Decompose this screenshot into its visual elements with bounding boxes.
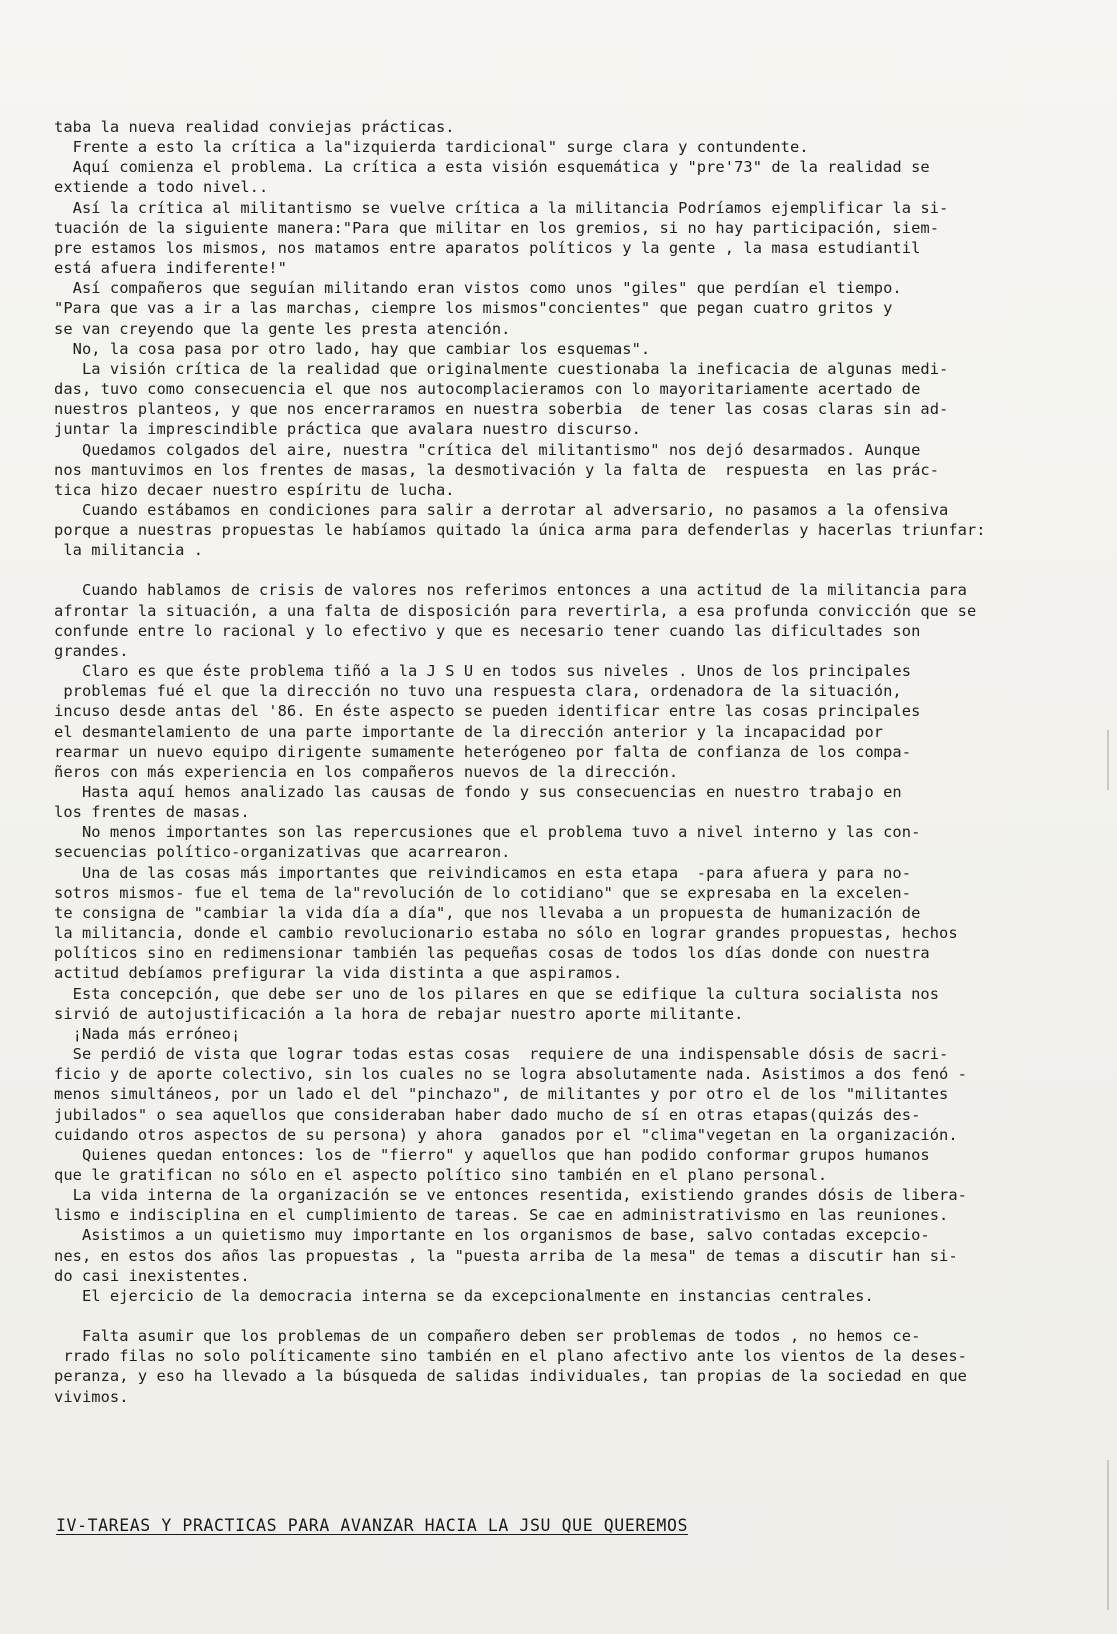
text-line: do casi inexistentes.	[54, 1266, 250, 1285]
text-line: das, tuvo como consecuencia el que nos autocomplacieramos con lo mayoritariamente acertado de	[54, 380, 921, 399]
text-line: lismo e indisciplina en el cumplimiento de tareas. Se cae en administrativismo en las reuniones.	[54, 1206, 949, 1225]
text-line: el desmantelamiento de una parte importante de la dirección anterior y la incapacidad por	[54, 722, 884, 741]
text-line: te consigna de "cambiar la vida día a día", que nos llevaba a un propuesta de humanización de	[54, 903, 921, 922]
text-line: Cuando hablamos de crisis de valores nos referimos entonces a una actitud de la militancia para	[54, 581, 967, 600]
text-line: nuestros planteos, y que nos encerraramos en nuestra soberbia de tener las cosas claras sin ad-	[54, 400, 949, 419]
blank-line	[54, 560, 1054, 580]
text-line: la militancia, donde el cambio revolucionario estaba no sólo en lograr grandes propuestas, hechos	[54, 924, 958, 943]
text-line: vivimos.	[54, 1387, 129, 1406]
text-line: ficio y de aporte colectivo, sin los cuales no se logra absolutamente nada. Asistimos a dos fenó -	[54, 1065, 967, 1084]
text-line: Quedamos colgados del aire, nuestra "crítica del militantismo" nos dejó desarmados. Aunque	[54, 440, 921, 459]
text-line: taba la nueva realidad conviejas prácticas.	[54, 118, 455, 136]
blank-line	[54, 1306, 1054, 1326]
text-line: rrado filas no solo políticamente sino también en el plano afectivo ante los vientos de la deses-	[54, 1347, 967, 1366]
text-line: Claro es que éste problema tiñó a la J S U en todos sus niveles . Unos de los principales	[54, 662, 912, 681]
text-line: pre estamos los mismos, nos matamos entre aparatos políticos y la gente , la masa estudiantil	[54, 238, 921, 257]
text-line: No, la cosa pasa por otro lado, hay que cambiar los esquemas".	[54, 339, 651, 358]
text-line: Frente a esto la crítica a la"izquierda tardicional" surge clara y contundente.	[54, 138, 809, 157]
section-heading: IV-TAREAS Y PRACTICAS PARA AVANZAR HACIA LA JSU QUE QUEREMOS	[56, 1516, 689, 1535]
text-line: grandes.	[54, 641, 129, 660]
scan-edge-mark	[1107, 730, 1109, 790]
text-line: Así la crítica al militantismo se vuelve crítica a la militancia Podríamos ejemplificar la si-	[54, 198, 949, 217]
text-line: Quienes quedan entonces: los de "fierro" y aquellos que han podido conformar grupos humanos	[54, 1145, 930, 1164]
text-line: La visión crítica de la realidad que originalmente cuestionaba la ineficacia de algunas medi-	[54, 359, 949, 378]
text-line: políticos sino en redimensionar también las pequeñas cosas de todos los días donde con nuestra	[54, 944, 930, 963]
text-line: tica hizo decaer nuestro espíritu de lucha.	[54, 480, 455, 499]
text-line: Esta concepción, que debe ser uno de los pilares en que se edifique la cultura socialista nos	[54, 984, 940, 1003]
text-line: tuación de la siguiente manera:"Para que militar en los gremios, si no hay participación, siem-	[54, 218, 940, 237]
text-line: El ejercicio de la democracia interna se da excepcionalmente en instancias centrales.	[54, 1286, 874, 1305]
text-line: actitud debíamos prefigurar la vida distinta a que aspiramos.	[54, 964, 623, 983]
body-text	[54, 117, 1054, 1407]
text-line: No menos importantes son las repercusiones que el problema tuvo a nivel interno y las con-	[54, 823, 921, 842]
text-line: peranza, y eso ha llevado a la búsqueda de salidas individuales, tan propias de la sociedad en que	[54, 1367, 967, 1386]
text-line: Así compañeros que seguían militando eran vistos como unos "giles" que perdían el tiempo.	[54, 279, 902, 298]
text-line: se van creyendo que la gente les presta atención.	[54, 319, 511, 338]
text-line: Se perdió de vista que lograr todas estas cosas requiere de una indispensable dósis de sacri-	[54, 1045, 949, 1064]
text-line: problemas fué el que la dirección no tuvo una respuesta clara, ordenadora de la situación,	[54, 682, 902, 701]
text-line: Falta asumir que los problemas de un compañero deben ser problemas de todos , no hemos ce-	[54, 1327, 921, 1346]
text-line: Hasta aquí hemos analizado las causas de fondo y sus consecuencias en nuestro trabajo en	[54, 783, 902, 801]
text-line: Cuando estábamos en condiciones para salir a derrotar al adversario, no pasamos a la ofensiva	[54, 500, 949, 519]
text-line: sirvió de autojustificación a la hora de rebajar nuestro aporte militante.	[54, 1004, 744, 1023]
text-line: afrontar la situación, a una falta de disposición para revertirla, a esa profunda convicción que se	[54, 601, 977, 620]
text-line: ¡Nada más erróneo¡	[54, 1024, 241, 1043]
text-line: rearmar un nuevo equipo dirigente sumamente heterógeneo por falta de confianza de los compa-	[54, 742, 912, 761]
text-line: nos mantuvimos en los frentes de masas, la desmotivación y la falta de respuesta en las prác-	[54, 460, 940, 479]
text-line: los frentes de masas.	[54, 803, 250, 822]
text-line: "Para que vas a ir a las marchas, ciempre los mismos"concientes" que pegan cuatro gritos y	[54, 299, 893, 318]
text-line: está afuera indiferente!"	[54, 259, 287, 278]
text-line: La vida interna de la organización se ve entonces resentida, existiendo grandes dósis de libera-	[54, 1186, 967, 1205]
text-line: porque a nuestras propuestas le habíamos quitado la única arma para defenderlas y hacerlas triunfar:	[54, 521, 986, 540]
text-line: menos simultáneos, por un lado el del "pinchazo", de militantes y por otro el de los "militantes	[54, 1085, 949, 1104]
text-line: secuencias político-organizativas que acarrearon.	[54, 843, 511, 862]
text-line: incuso desde antas del '86. En éste aspecto se pueden identificar entre las cosas principales	[54, 702, 921, 721]
text-line: jubilados" o sea aquellos que consideraban haber dado mucho de sí en otras etapas(quizás des-	[54, 1105, 921, 1124]
text-line: sotros mismos- fue el tema de la"revolución de lo cotidiano" que se expresaba en la excelen-	[54, 883, 912, 902]
text-line: Aquí comienza el problema. La crítica a esta visión esquemática y "pre'73" de la realidad se	[54, 158, 930, 177]
text-line: que le gratifican no sólo en el aspecto político sino también en el plano personal.	[54, 1165, 828, 1184]
text-line: confunde entre lo racional y lo efectivo y que es necesario tener cuando las dificultades son	[54, 621, 921, 640]
text-line: ñeros con más experiencia en los compañeros nuevos de la dirección.	[54, 762, 679, 781]
text-line: la militancia .	[54, 541, 204, 560]
text-line: Una de las cosas más importantes que reivindicamos en esta etapa -para afuera y para no-	[54, 863, 912, 882]
text-line: Asistimos a un quietismo muy importante en los organismos de base, salvo contadas excepcio-	[54, 1226, 930, 1245]
scan-edge-mark	[1107, 1460, 1109, 1610]
text-line: juntar la imprescindible práctica que avalara nuestro discurso.	[54, 420, 641, 439]
text-line: nes, en estos dos años las propuestas , la "puesta arriba de la mesa" de temas a discutir han si-	[54, 1246, 958, 1265]
text-line: extiende a todo nivel..	[54, 178, 269, 197]
text-line: cuidando otros aspectos de su persona) y ahora ganados por el "clima"vegetan en la organización.	[54, 1125, 958, 1144]
